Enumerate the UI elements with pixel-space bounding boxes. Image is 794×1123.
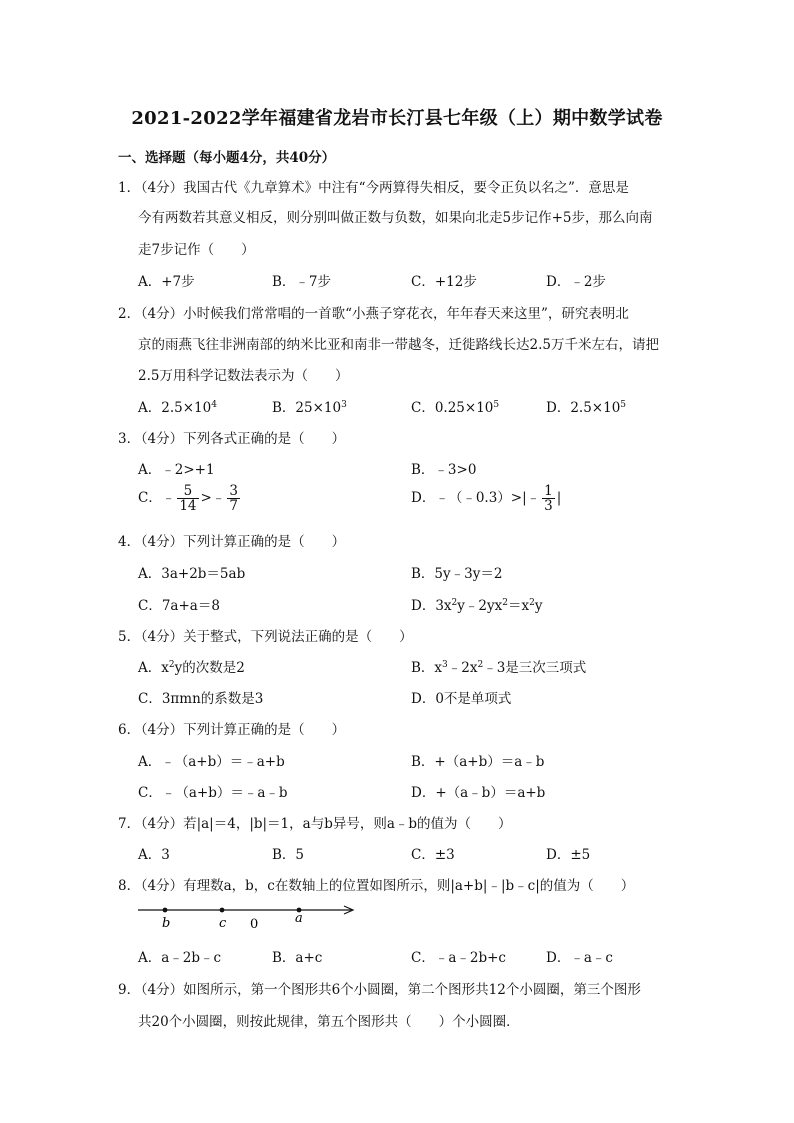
option-c: C．3πmn的系数是3: [138, 691, 264, 707]
question-number: 7．: [118, 816, 141, 832]
option-d: D．$2.5\times 10^5$: [546, 400, 627, 416]
option-c: C．+12步: [411, 274, 477, 290]
question-text: （4分）若|a|＝4，|b|＝1，a与b异号，则a﹣b的值为（ ）: [134, 816, 512, 832]
option-a: A．+7步: [138, 274, 195, 290]
question-text: 2.5万用科学记数法表示为（ ）: [138, 368, 349, 384]
question-text: 今有两数若其意义相反，则分别叫做正数与负数，如果向北走5步记作+5步，那么向南: [138, 210, 653, 226]
option-b: B．+（a+b）＝a﹣b: [411, 754, 545, 770]
question-number: 4．: [118, 534, 141, 550]
option-b: B．$25\times 10^3$: [272, 400, 347, 416]
option-a: A．3: [138, 847, 170, 863]
option-c: C．﹣（a+b）＝﹣a﹣b: [138, 785, 288, 801]
option-b: B．a+c: [272, 950, 323, 966]
option-d: D．0不是单项式: [411, 691, 512, 707]
question-text: （4分）下列计算正确的是（ ）: [134, 722, 346, 738]
question-number: 9．: [118, 982, 141, 998]
page-title: 2021-2022学年福建省龙岩市长汀县七年级（上）期中数学试卷: [131, 108, 663, 129]
question-text: （4分）小时候我们常常唱的一首歌“小燕子穿花衣，年年春天来这里”，研究表明北: [134, 306, 629, 322]
question-number: 1．: [118, 180, 141, 196]
question-text: （4分）下列计算正确的是（ ）: [134, 534, 346, 550]
question-number: 6．: [118, 722, 141, 738]
question-text: （4分）我国古代《九章算术》中注有“今两算得失相反，要令正负以名之”．意思是: [134, 180, 629, 196]
question-text: 走7步记作（ ）: [138, 242, 255, 258]
point-c: [220, 908, 225, 913]
number-line-figure: [138, 898, 360, 934]
option-a: A．$2.5\times 10^4$: [138, 400, 217, 416]
option-a: A．﹣（a+b）＝﹣a+b: [138, 754, 285, 770]
question-text: （4分）下列各式正确的是（ ）: [134, 431, 346, 447]
label-c: c: [219, 916, 227, 931]
question-text: （4分）如图所示，第一个图形共6个小圆圈，第二个图形共12个小圆圈，第三个图形: [134, 982, 641, 998]
option-d: D．﹣（﹣0.3）>|﹣ $\frac{1}{3}$ |: [411, 483, 562, 514]
option-b: B．$x^3﹣2x^2﹣3$是三次三项式: [411, 660, 587, 676]
option-b: B．5: [272, 847, 305, 863]
question-number: 8．: [118, 878, 141, 894]
question-number: 5．: [118, 629, 141, 645]
option-b: B．﹣3>0: [411, 462, 477, 478]
question-number: 2．: [118, 306, 141, 322]
option-c: C．7a+a＝8: [138, 598, 220, 614]
question-text: （4分）有理数a，b，c在数轴上的位置如图所示，则|a+b|﹣|b﹣c|的值为（ ）: [134, 878, 635, 894]
question-number: 3．: [118, 431, 141, 447]
option-d: D．﹣a﹣c: [546, 950, 613, 966]
question-text: （4分）关于整式，下列说法正确的是（ ）: [134, 629, 413, 645]
fraction: $\frac{1}{3}$: [544, 483, 553, 514]
label-b: b: [162, 916, 171, 931]
question-text: 京的雨燕飞往非洲南部的纳米比亚和南非一带越冬，迁徙路线长达2.5万千米左右，请把: [138, 337, 659, 353]
option-c: C．﹣a﹣2b+c: [411, 950, 506, 966]
fraction: $\frac{3}{7}$: [229, 483, 238, 514]
fraction: $\frac{5}{14}$: [179, 483, 197, 514]
option-b: B．﹣7步: [272, 274, 332, 290]
label-zero: 0: [250, 917, 259, 932]
section-heading: 一、选择题（每小题4分，共40分）: [118, 150, 336, 166]
option-a: A．$x^2y$的次数是2: [138, 660, 245, 676]
option-a: A．3a+2b＝5ab: [138, 566, 246, 582]
point-b: [163, 908, 168, 913]
option-d: D．﹣2步: [546, 274, 606, 290]
option-d: D．$3x^2y﹣2yx^2=x^2y$: [411, 598, 543, 614]
option-a: A．a﹣2b﹣c: [138, 950, 222, 966]
label-a: a: [295, 911, 303, 926]
option-b: B．5y﹣3y＝2: [411, 566, 503, 582]
option-c: C．$0.25\times 10^5$: [411, 400, 500, 416]
option-a: A．﹣2>+1: [138, 462, 215, 478]
option-d: D．+（a﹣b）＝a+b: [411, 785, 546, 801]
option-c: C．±3: [411, 847, 455, 863]
option-d: D．±5: [546, 847, 591, 863]
option-c: C．﹣ $\frac{5}{14}$ >﹣ $\frac{3}{7}$: [138, 483, 238, 514]
question-text: 共20个小圆圈，则按此规律，第五个图形共（ ）个小圆圈．: [138, 1014, 520, 1030]
